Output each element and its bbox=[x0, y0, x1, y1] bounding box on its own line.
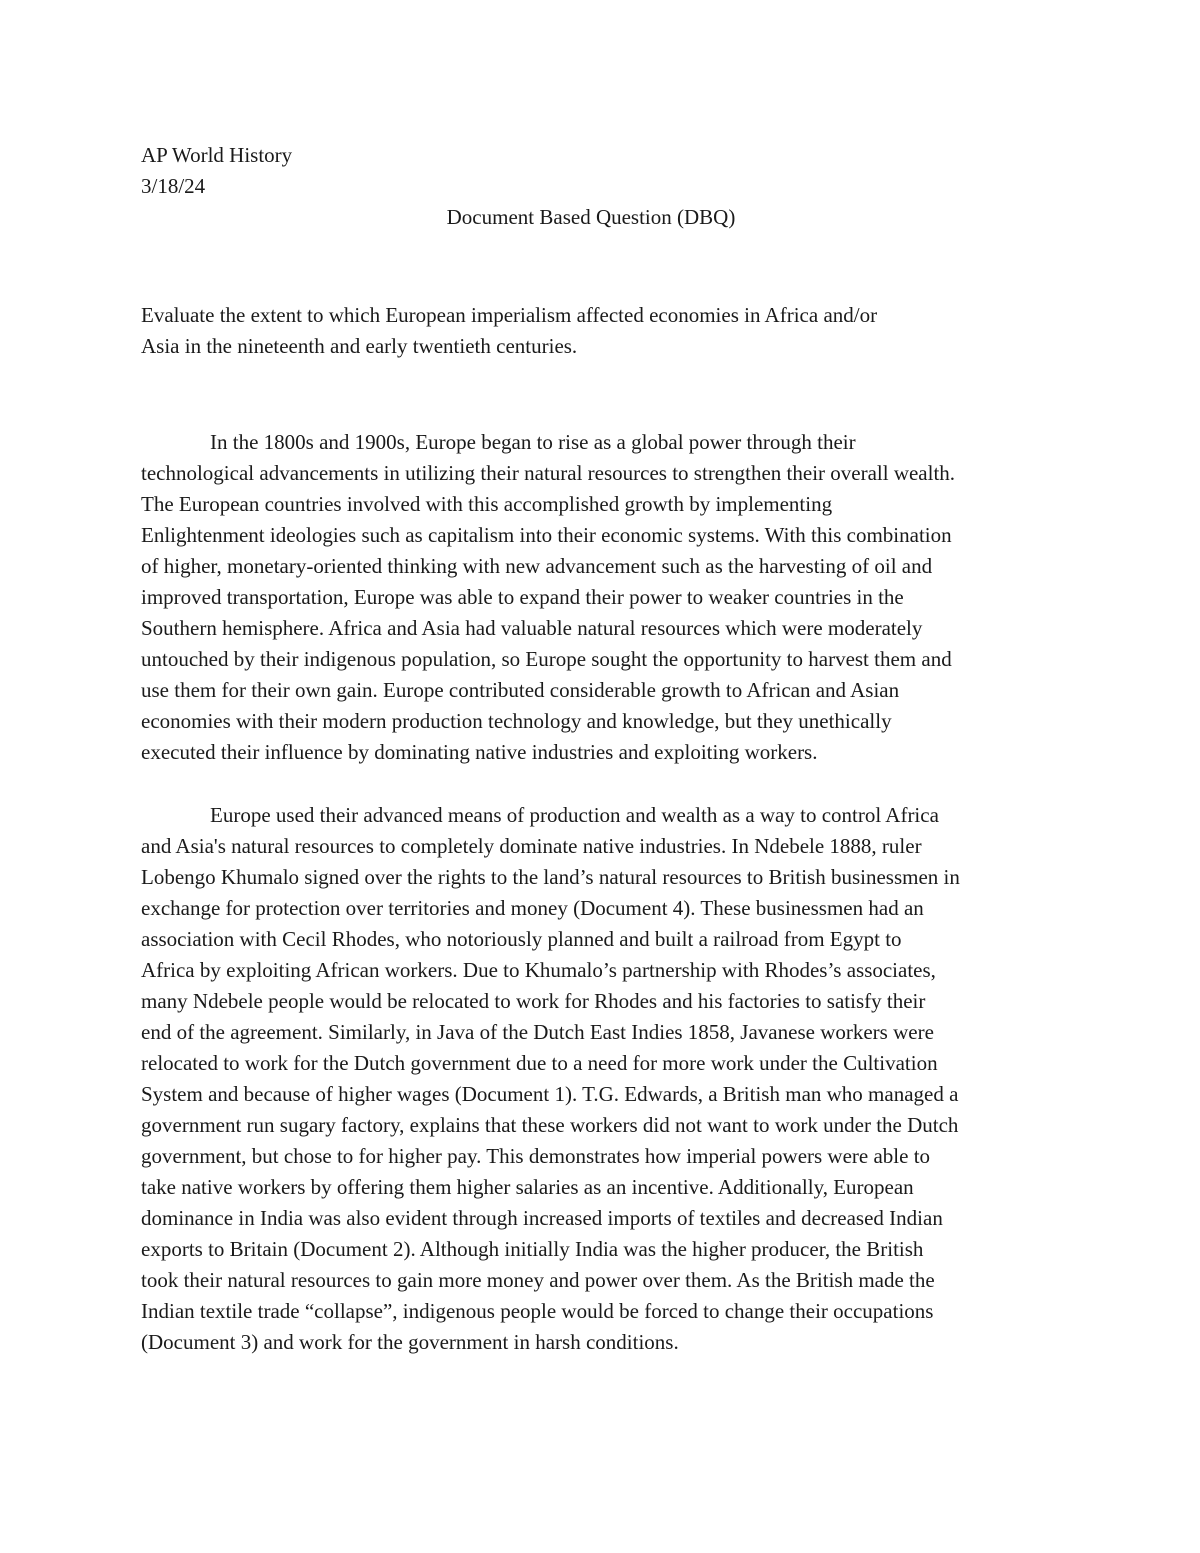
paragraph-line: economies with their modern production technology and knowledge, but they unethically bbox=[141, 709, 892, 733]
paragraph-line: exports to Britain (Document 2). Although initially India was the higher producer, the British bbox=[141, 1237, 924, 1261]
paragraph-line: government, but chose to for higher pay. This demonstrates how imperial powers were able to bbox=[141, 1144, 931, 1168]
paragraph-line: take native workers by offering them higher salaries as an incentive. Additionally, European bbox=[141, 1175, 914, 1199]
paragraph-line: executed their influence by dominating native industries and exploiting workers. bbox=[141, 740, 818, 764]
paragraph-line: Enlightenment ideologies such as capitalism into their economic systems. With this combination bbox=[141, 523, 952, 547]
paragraph-line: use them for their own gain. Europe contributed considerable growth to African and Asian bbox=[141, 678, 900, 702]
paragraph-body bbox=[141, 800, 1081, 1358]
prompt-line: Evaluate the extent to which European imperialism affected economies in Africa and/or bbox=[141, 303, 878, 327]
paragraph-line: Africa by exploiting African workers. Due to Khumalo’s partnership with Rhodes’s associates, bbox=[141, 958, 936, 982]
essay-prompt bbox=[141, 300, 1081, 362]
paragraph-line: System and because of higher wages (Document 1). T.G. Edwards, a British man who managed a bbox=[141, 1082, 959, 1106]
paragraph-line: government run sugary factory, explains that these workers did not want to work under the Dutch bbox=[141, 1113, 959, 1137]
paragraph-line: improved transportation, Europe was able to expand their power to weaker countries in the bbox=[141, 585, 904, 609]
paragraph-line: association with Cecil Rhodes, who notoriously planned and built a railroad from Egypt to bbox=[141, 927, 902, 951]
paragraph-line: Indian textile trade “collapse”, indigenous people would be forced to change their occupations bbox=[141, 1299, 934, 1323]
paragraph-line: Southern hemisphere. Africa and Asia had valuable natural resources which were moderately bbox=[141, 616, 923, 640]
paragraph-line: untouched by their indigenous population, so Europe sought the opportunity to harvest them and bbox=[141, 647, 952, 671]
paragraph-line: Lobengo Khumalo signed over the rights to the land’s natural resources to British businessmen in bbox=[141, 865, 960, 889]
document-body bbox=[141, 140, 1081, 1358]
document-title: Document Based Question (DBQ) bbox=[446, 205, 736, 229]
document-date: 3/18/24 bbox=[141, 174, 206, 198]
paragraph-line: end of the agreement. Similarly, in Java of the Dutch East Indies 1858, Javanese workers were bbox=[141, 1020, 934, 1044]
paragraph-line: The European countries involved with this accomplished growth by implementing bbox=[141, 492, 833, 516]
paragraph-intro bbox=[141, 427, 1081, 768]
paragraph-line: (Document 3) and work for the government in harsh conditions. bbox=[141, 1330, 679, 1354]
paragraph-line: of higher, monetary-oriented thinking with new advancement such as the harvesting of oil and bbox=[141, 554, 933, 578]
paragraph-line: and Asia's natural resources to completely dominate native industries. In Ndebele 1888, ruler bbox=[141, 834, 922, 858]
paragraph-line: took their natural resources to gain more money and power over them. As the British made the bbox=[141, 1268, 935, 1292]
paragraph-line: dominance in India was also evident through increased imports of textiles and decreased Indian bbox=[141, 1206, 943, 1230]
paragraph-line: exchange for protection over territories and money (Document 4). These businessmen had an bbox=[141, 896, 924, 920]
paragraph-line: Europe used their advanced means of production and wealth as a way to control Africa bbox=[210, 803, 939, 827]
course-name: AP World History bbox=[141, 143, 293, 167]
paragraph-line: relocated to work for the Dutch government due to a need for more work under the Cultivation bbox=[141, 1051, 938, 1075]
paragraph-line: many Ndebele people would be relocated to work for Rhodes and his factories to satisfy their bbox=[141, 989, 926, 1013]
paragraph-line: technological advancements in utilizing their natural resources to strengthen their overall wealth. bbox=[141, 461, 956, 485]
prompt-line: Asia in the nineteenth and early twentieth centuries. bbox=[141, 334, 578, 358]
paragraph-line: In the 1800s and 1900s, Europe began to rise as a global power through their bbox=[210, 430, 856, 454]
